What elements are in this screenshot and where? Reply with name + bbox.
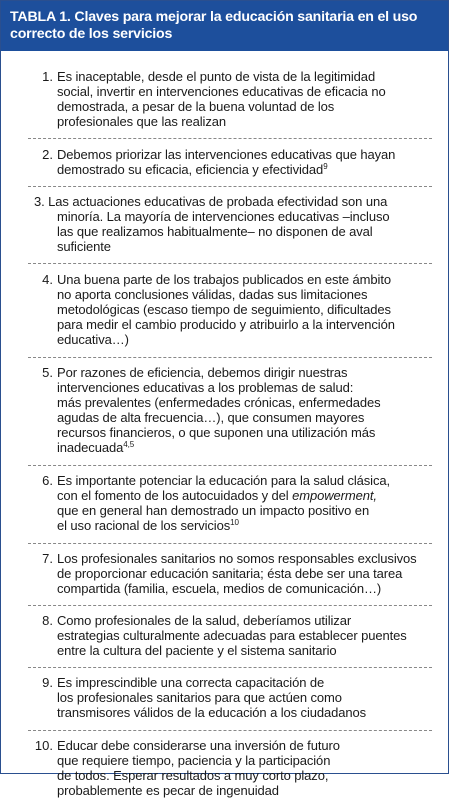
item-number: 10.	[34, 738, 53, 753]
citation-superscript: 4,5	[123, 440, 135, 449]
item-number: 2.	[42, 147, 53, 162]
list-item-6	[28, 473, 432, 544]
item-number: 1.	[42, 69, 53, 84]
item-number: 7.	[42, 551, 53, 566]
item-number: 9.	[42, 675, 53, 690]
item-text: Es imprescindible una correcta capacitación de los profesionales sanitarios para que actúen como transmisores válidos de la educación a los ciudadanos	[57, 675, 367, 720]
item-text: 3. Las actuaciones educativas de probada efectividad son una minoría. La mayoría de intervenciones educativas –incluso las que realizamos habitualmente– no disponen de aval suficiente	[34, 194, 390, 254]
table-title	[1, 1, 448, 51]
list-item-5	[28, 365, 432, 466]
list-item-8	[28, 613, 432, 668]
item-number: 5.	[42, 365, 53, 380]
item-number: 3.	[34, 194, 45, 209]
citation-superscript: 9	[323, 162, 328, 171]
list-item-10	[28, 738, 432, 808]
item-text: Educar debe considerarse una inversión de futuro que requiere tiempo, paciencia y la participación de todos. Esperar resultados a muy corto plazo, probablemente es pecar de ingenuidad	[57, 738, 340, 798]
list-item-9	[28, 675, 432, 731]
item-number: 4.	[42, 272, 53, 287]
list-item-2	[28, 147, 432, 187]
item-text: Una buena parte de los trabajos publicados en este ámbito no aporta conclusiones válidas, dadas sus limitaciones metodológicas (escaso tiempo de seguimiento, dificultades para medir el cambio producido y atribuirlo a la intervención educativa…)	[57, 272, 395, 347]
item-text: Debemos priorizar las intervenciones educativas que hayan demostrado su eficacia, eficiencia y efectividad$^9$	[57, 147, 396, 177]
table-title-line-1: TABLA 1. Claves para mejorar la educación sanitaria en el uso	[10, 9, 418, 25]
item-text: Es inaceptable, desde el punto de vista de la legitimidad social, invertir en intervenciones educativas de eficacia no demostrada, a pesar de la buena voluntad de los profesionales que las realizan	[57, 69, 386, 129]
list-item-7	[28, 551, 432, 606]
item-text: Por razones de eficiencia, debemos dirigir nuestras intervenciones educativas a los problemas de salud: más prevalentes (enfermedades crónicas, enfermedades agudas de alta frecuencia…), que consumen mayores recursos financieros, o que suponen una utilización más inadecuada$^{4,5}$	[57, 365, 381, 455]
item-number: 6.	[42, 473, 53, 488]
list-item-1	[28, 69, 432, 139]
list-item-4	[28, 272, 432, 358]
list-item-3	[28, 194, 432, 264]
table-title-line-2: correcto de los servicios	[10, 26, 173, 42]
citation-superscript: 10	[230, 518, 239, 527]
item-text: Como profesionales de la salud, deberíamos utilizar estrategias culturalmente adecuadas para establecer puentes entre la cultura del paciente y el sistema sanitario	[57, 613, 407, 658]
item-number: 8.	[42, 613, 53, 628]
item-text: Los profesionales sanitarios no somos responsables exclusivos de proporcionar educación sanitaria; ésta debe ser una tarea compartida (familia, escuela, medios de comunicación…)	[57, 551, 417, 596]
item-text: Es importante potenciar la educación para la salud clásica, con el fomento de los autocuidados y del empowerment, que en general han demostrado un impacto positivo en el uso racional de los servicios$^{10}$	[57, 473, 391, 533]
